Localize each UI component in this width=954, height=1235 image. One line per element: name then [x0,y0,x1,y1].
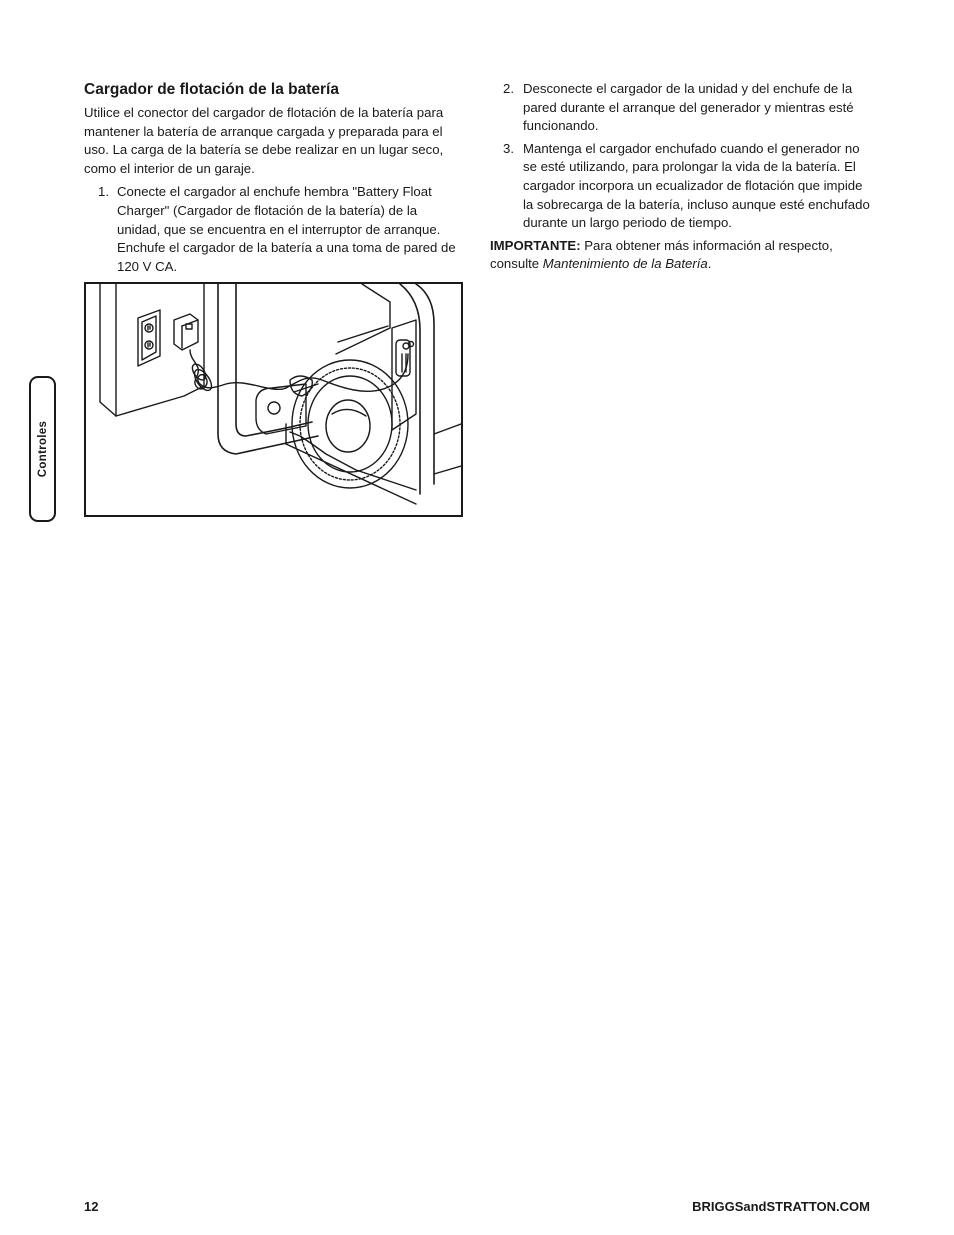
important-text-before: Para obtener más información al respecto, consulte [490,237,833,272]
footer-website: BRIGGSandSTRATTON.COM [692,1199,870,1214]
side-tab-label: Controles [36,420,49,478]
step-number: 1. [98,184,109,200]
battery-maintenance-reference: Mantenimiento de la Batería [542,256,708,272]
right-column [490,80,872,274]
step-number: 2. [503,81,514,96]
wall-outlet-icon [138,310,160,366]
page-number: 12 [84,1199,99,1214]
step-text: Conecte el cargador al enchufe hembra "Battery Float Charger" (Cargador de flotación de la batería) de la unidad, que se encuentra en el interruptor de arranque. Enchufe el cargador de la batería a una toma de pared de 120 V CA. [117,184,456,274]
side-tab [29,376,56,522]
list-item [490,80,872,136]
list-item [84,183,464,276]
step-number: 3. [503,140,514,156]
list-item [490,140,872,233]
wall-graphic [100,284,204,416]
steps-list-right [490,80,872,233]
steps-list-left [84,183,464,276]
important-label: IMPORTANTE: [490,237,581,253]
battery-charger-illustration [84,282,463,517]
charger-plug-icon [174,314,198,350]
left-column [84,80,464,276]
step-text: Mantenga el cargador enchufado cuando el generador no se esté utilizando, para prolongar la vida de la batería. El cargador incorpora un ecualizador de flotación que impide la sobrecarga de la batería, incluso aunque esté enchufado durante un largo periodo de tiempo. [523,140,870,231]
step-text: Desconecte el cargador de la unidad y del enchufe de la pared durante el arranque del generador y mientras esté funcionando. [523,81,854,134]
intro-paragraph: Utilice el conector del cargador de flotación de la batería para mantener la batería de arranque cargada y preparada para el uso. La carga de la batería se debe realizar en un lugar seco, como el interior de un garaje. [84,105,444,176]
recoil-starter-icon [290,360,408,488]
important-note [490,237,872,274]
section-title: Cargador de flotación de la batería [84,81,339,98]
important-text-after: . [707,256,712,272]
mounting-bracket [256,384,306,434]
charger-cord [190,350,408,393]
